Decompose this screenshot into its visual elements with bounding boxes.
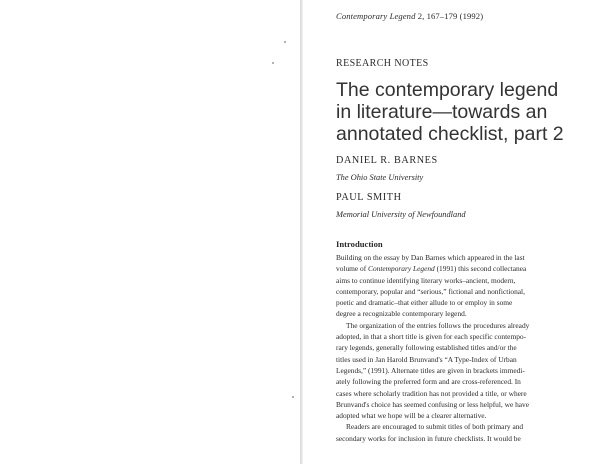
- author-affiliation: Memorial University of Newfoundland: [336, 210, 466, 219]
- title-line: in literature—towards an: [336, 101, 548, 123]
- text-line: degree a recognizable contemporary legend.: [336, 309, 467, 319]
- introduction-body: [336, 252, 598, 444]
- paper-speck: [292, 396, 294, 398]
- section-heading: Introduction: [336, 239, 383, 249]
- text-line: Readers are encouraged to submit titles of both primary and: [346, 422, 524, 432]
- text-line: ately following the preferred form and are cross-referenced. In: [336, 377, 521, 387]
- article-page: [303, 0, 600, 464]
- text-line: Brunvand's choice has seemed confusing or less helpful, we have: [336, 399, 530, 409]
- section-label: RESEARCH NOTES: [336, 58, 429, 69]
- journal-name: Contemporary Legend: [336, 11, 416, 21]
- title-line: The contemporary legend: [336, 79, 559, 101]
- paper-speck: [272, 62, 274, 64]
- author-name: PAUL SMITH: [336, 192, 402, 203]
- text-line: secondary works for inclusion in future checklists. It would be: [336, 433, 521, 443]
- text-line: adopted, in that a short title is given for each specific contempo-: [336, 332, 527, 342]
- text-line: poetic and dramatic–that either allude to or employ in some: [336, 298, 513, 308]
- text-fragment: volume of: [336, 264, 369, 274]
- author-name: DANIEL R. BARNES: [336, 155, 438, 166]
- paper-speck: [284, 41, 286, 43]
- text-line: The organization of the entries follows the procedures already: [346, 320, 530, 330]
- text-line: contemporary, popular and “serious,” fictional and nonfictional,: [336, 286, 525, 296]
- journal-citation: [336, 11, 483, 21]
- text-line: Legends,” (1991). Alternate titles are given in brackets immedi-: [336, 365, 525, 375]
- text-fragment: (1991) this second collectanea: [434, 264, 527, 274]
- text-line: [336, 263, 598, 274]
- text-line: cases where scholarly tradition has not provided a title, or where: [336, 388, 527, 398]
- text-line: Building on the essay by Dan Barnes which appeared in the last: [336, 253, 525, 262]
- title-line: annotated checklist, part 2: [336, 123, 564, 145]
- text-line: titles used in Jan Harold Brunvand's “A Type-Index of Urban: [336, 354, 517, 364]
- journal-name-inline: Contemporary Legend: [368, 264, 435, 274]
- text-line: rary legends, generally following established titles and/or the: [336, 343, 517, 353]
- citation-details: 2, 167–179 (1992): [417, 11, 484, 21]
- text-line: adopted what we hope will be a clearer alternative.: [336, 411, 487, 421]
- article-title: [336, 79, 598, 145]
- text-line: aims to continue identifying literary works–ancient, modern,: [336, 275, 516, 285]
- author-affiliation: The Ohio State University: [336, 173, 424, 182]
